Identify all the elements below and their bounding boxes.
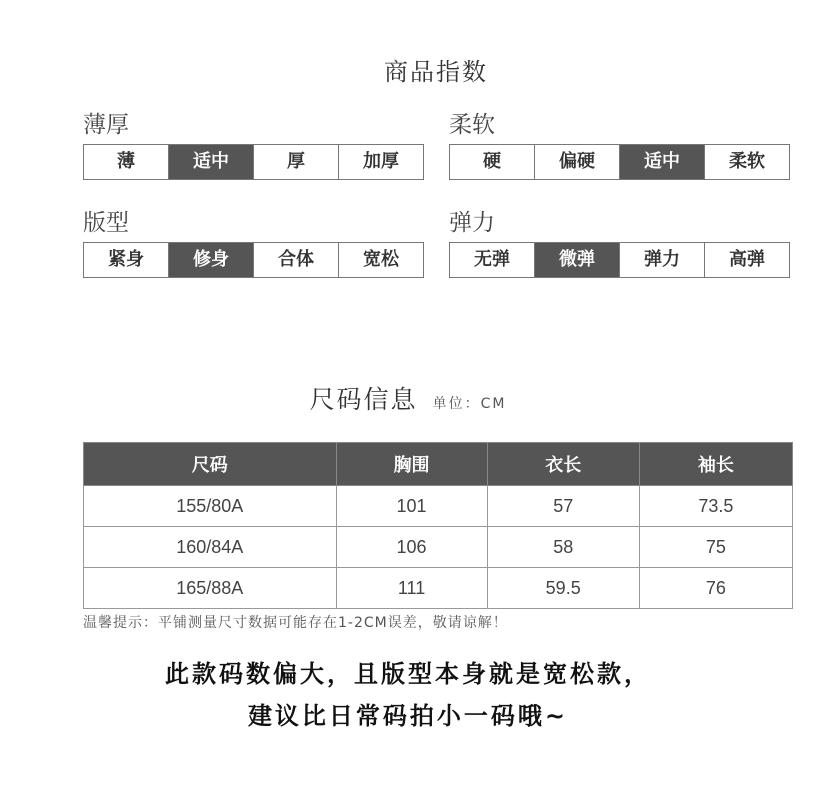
header-size: 尺码	[84, 443, 337, 486]
attr-options-softness	[449, 144, 790, 180]
size-info-unit: 单位：CM	[432, 396, 507, 412]
table-row	[84, 486, 793, 527]
attr-options-fit	[83, 242, 424, 278]
attr-options-thickness	[83, 144, 424, 180]
option-extra-thick: 加厚	[338, 145, 423, 179]
option-regular: 合体	[253, 243, 338, 277]
attr-options-elasticity	[449, 242, 790, 278]
attr-group-softness	[449, 110, 790, 180]
cell-chest: 106	[336, 527, 487, 568]
option-slightly-hard: 偏硬	[534, 145, 619, 179]
option-loose: 宽松	[338, 243, 423, 277]
attr-label-thickness: 薄厚	[83, 112, 129, 138]
size-table	[83, 442, 793, 609]
table-header-row	[84, 443, 793, 486]
cell-length: 57	[487, 486, 639, 527]
size-info-heading	[0, 380, 816, 416]
cell-size: 155/80A	[84, 486, 337, 527]
option-hard: 硬	[483, 151, 501, 172]
option-moderate: 适中	[619, 145, 704, 179]
measurement-tip: 温馨提示：平铺测量尺寸数据可能存在1-2CM误差，敬请谅解！	[83, 615, 508, 631]
size-notice-line1: 此款码数偏大，且版型本身就是宽松款，	[165, 660, 651, 688]
header-chest: 胸围	[336, 443, 487, 486]
option-soft: 柔软	[704, 145, 789, 179]
option-stretch: 弹力	[619, 243, 704, 277]
product-index-title: 商品指数	[384, 58, 488, 86]
attr-group-elasticity	[449, 208, 790, 278]
cell-chest: 101	[336, 486, 487, 527]
option-slight-stretch: 微弹	[534, 243, 619, 277]
size-info-title: 尺码信息	[309, 385, 418, 414]
cell-length: 58	[487, 527, 639, 568]
option-thin: 薄	[117, 151, 135, 172]
attr-label-elasticity: 弹力	[449, 210, 495, 236]
cell-chest: 111	[336, 568, 487, 609]
attr-group-fit	[83, 208, 424, 278]
size-notice-line2: 建议比日常码拍小一码哦~	[247, 702, 569, 730]
attr-label-softness: 柔软	[449, 112, 495, 138]
cell-sleeve: 73.5	[639, 486, 792, 527]
option-slim: 修身	[168, 243, 253, 277]
option-thick: 厚	[253, 145, 338, 179]
option-high-stretch: 高弹	[704, 243, 789, 277]
option-medium: 适中	[168, 145, 253, 179]
cell-sleeve: 76	[639, 568, 792, 609]
header-sleeve: 袖长	[639, 443, 792, 486]
cell-length: 59.5	[487, 568, 639, 609]
attr-label-fit: 版型	[83, 210, 129, 236]
header-length: 衣长	[487, 443, 639, 486]
cell-sleeve: 75	[639, 527, 792, 568]
option-tight: 紧身	[108, 249, 144, 270]
table-row	[84, 527, 793, 568]
cell-size: 160/84A	[84, 527, 337, 568]
table-row	[84, 568, 793, 609]
option-no-stretch: 无弹	[474, 249, 510, 270]
cell-size: 165/88A	[84, 568, 337, 609]
attr-group-thickness	[83, 110, 424, 180]
